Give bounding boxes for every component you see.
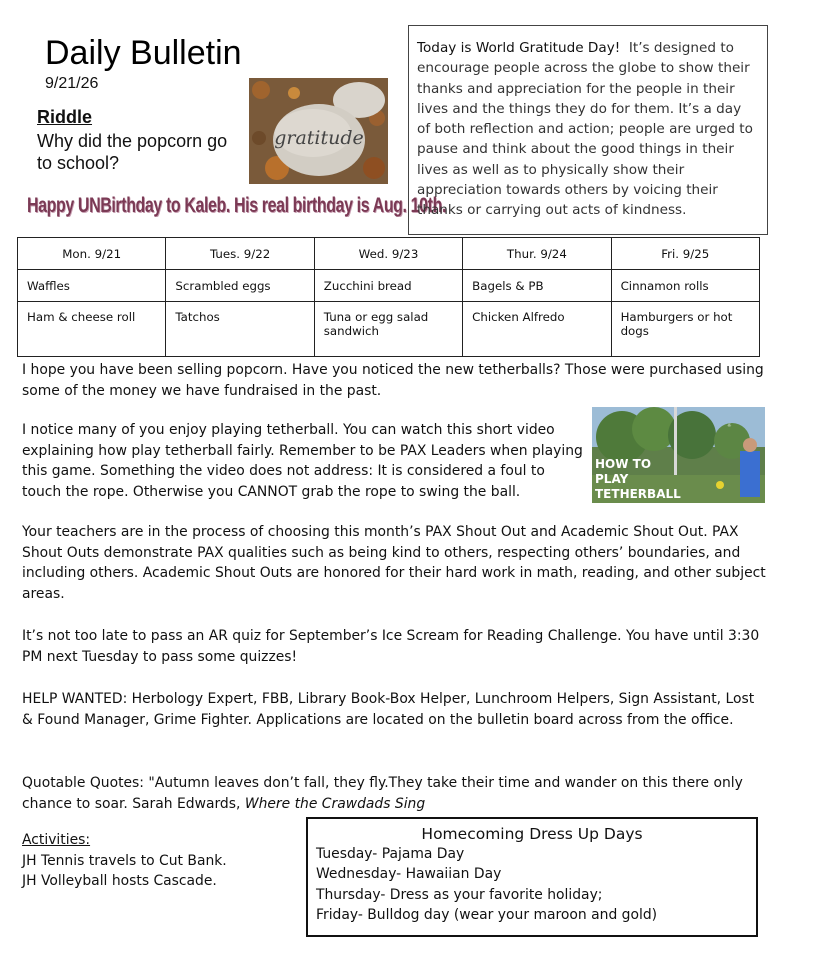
shoutout-paragraph: Your teachers are in the process of choosing this month’s PAX Shout Out and Academic Shout Out. PAX Shout Outs demonstrate PAX qualities such as being kind to others, respecting others’ boundaries, and including others. Academic Shout Outs are honored for their hard work in math, reading, and other subject areas. [22, 524, 766, 602]
homecoming-item: Thursday- Dress as your favorite holiday; [316, 886, 603, 903]
quote-source: Where the Crawdads Sing [244, 795, 426, 812]
homecoming-item: Wednesday- Hawaiian Day [316, 866, 502, 883]
menu-day-header: Wed. 9/23 [314, 238, 462, 270]
menu-breakfast-cell: Waffles [18, 270, 166, 302]
help-wanted-paragraph: HELP WANTED: Herbology Expert, FBB, Library Book-Box Helper, Lunchroom Helpers, Sign Assistant, Lost & Found Manager, Grime Fighter. Applications are located on the bulletin board across from the office. [22, 691, 755, 728]
menu-breakfast-cell: Cinnamon rolls [611, 270, 759, 302]
rock-text: gratitude [274, 127, 364, 149]
riddle-question: Why did the popcorn go to school? [37, 131, 228, 173]
birthday-banner: Happy UNBirthday to Kaleb. His real birthday is Aug. 10th. [27, 194, 447, 217]
tetherball-video-thumbnail[interactable] [592, 407, 765, 503]
menu-day-header: Thur. 9/24 [463, 238, 611, 270]
homecoming-item: Friday- Bulldog day (wear your maroon and gold) [316, 906, 658, 923]
bulletin-title: Daily Bulletin [45, 34, 242, 72]
tetherball-paragraph: I notice many of you enjoy playing tetherball. You can watch this short video explaining how play tetherball fairly. Remember to be PAX Leaders when playing this game. Something the video does not address: It is considered a foul to touch the rope. Otherwise you CANNOT grab the rope to swing the ball. [22, 422, 583, 500]
homecoming-title: Homecoming Dress Up Days [421, 825, 643, 843]
activity-item: JH Volleyball hosts Cascade. [22, 873, 217, 890]
menu-lunch-cell: Ham & cheese roll [18, 302, 166, 357]
gratitude-lead: Today is World Gratitude Day! [417, 40, 621, 56]
menu-lunch-cell: Chicken Alfredo [463, 302, 611, 357]
menu-day-header: Mon. 9/21 [18, 238, 166, 270]
popcorn-paragraph: I hope you have been selling popcorn. Have you noticed the new tetherballs? Those were purchased using some of the money we have fundraised in the past. [22, 362, 764, 399]
menu-lunch-cell: Tuna or egg salad sandwich [314, 302, 462, 357]
thumb-line-3: TETHERBALL [595, 487, 681, 501]
homecoming-box [306, 817, 758, 937]
lunch-menu-table [17, 237, 760, 357]
homecoming-item: Tuesday- Pajama Day [316, 846, 465, 862]
ar-quiz-paragraph: It’s not too late to pass an AR quiz for September’s Ice Scream for Reading Challenge. You have until 3:30 PM next Tuesday to pass some quizzes! [22, 628, 760, 665]
activities-heading: Activities: [22, 832, 91, 848]
thumb-line-1: HOW TO [595, 457, 652, 471]
menu-day-header: Fri. 9/25 [611, 238, 759, 270]
thumb-line-2: PLAY [595, 472, 629, 486]
quote-text: Quotable Quotes: "Autumn leaves don’t fall, they fly.They take their time and wander on this there only chance to soar. Sarah Edwards, [22, 775, 743, 812]
activity-item: JH Tennis travels to Cut Bank. [22, 852, 227, 869]
gratitude-body: It’s designed to encourage people across the globe to show their thanks and appreciation for the people in their lives and the things they do for them. It’s a day of both reflection and action; people are urged to pause and think about the good things in their lives as well as to physically show their appreciation towards others by voicing their thanks or carrying out acts of kindness. [417, 40, 753, 219]
activities-section [22, 830, 292, 892]
menu-lunch-cell: Hamburgers or hot dogs [611, 302, 759, 357]
menu-breakfast-cell: Scrambled eggs [166, 270, 314, 302]
menu-day-header: Tues. 9/22 [166, 238, 314, 270]
menu-breakfast-cell: Bagels & PB [463, 270, 611, 302]
quote-paragraph [22, 773, 767, 814]
riddle-heading: Riddle [37, 107, 93, 127]
gratitude-rock-image [249, 78, 388, 184]
svg-text:☼: ☼ [727, 423, 732, 429]
menu-breakfast-cell: Zucchini bread [314, 270, 462, 302]
menu-lunch-cell: Tatchos [166, 302, 314, 357]
bulletin-date: 9/21/26 [45, 75, 99, 92]
gratitude-day-box [408, 25, 768, 235]
